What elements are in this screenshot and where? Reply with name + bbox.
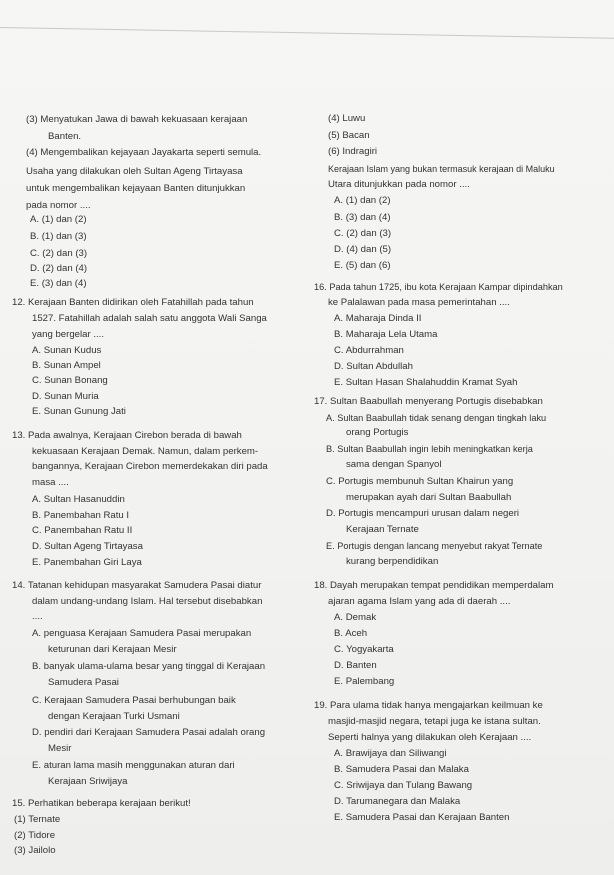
q11-option-e[interactable]: E. (3) dan (4) (30, 278, 87, 289)
q16-stem-1: 16. Pada tahun 1725, ibu kota Kerajaan Kampar dipindahkan (314, 282, 563, 292)
q14-option-d[interactable]: D. pendiri dari Kerajaan Samudera Pasai adalah orang (32, 727, 266, 738)
q15-question-1: Kerajaan Islam yang bukan termasuk kerajaan di Maluku (328, 164, 555, 174)
q11-stem-3: pada nomor .... (26, 200, 91, 211)
q17-stem: 17. Sultan Baabullah menyerang Portugis disebabkan (314, 396, 543, 407)
q17-option-e[interactable]: E. Portugis dengan lancang menyebut rakyat Ternate (326, 541, 543, 551)
q15-item-4: (4) Luwu (328, 113, 366, 124)
q19-option-e[interactable]: E. Samudera Pasai dan Kerajaan Banten (334, 812, 510, 823)
q14-stem-2: dalam undang-undang Islam. Hal tersebut disebabkan (32, 596, 263, 607)
q14-stem-1: 14. Tatanan kehidupan masyarakat Samudera Pasai diatur (12, 580, 262, 591)
q14-option-a[interactable]: A. penguasa Kerajaan Samudera Pasai merupakan (32, 628, 252, 639)
q19-stem-2: masjid-masjid negara, tetapi juga ke istana sultan. (328, 716, 541, 727)
q16-stem-2: ke Palalawan pada masa pemerintahan .... (328, 297, 510, 308)
q17-option-b[interactable]: B. Sultan Baabullah ingin lebih meningkatkan kerja (326, 444, 533, 454)
q13-stem-2: kekuasaan Kerajaan Demak. Namun, dalam perkem- (32, 446, 259, 457)
q14-option-c[interactable]: C. Kerajaan Samudera Pasai berhubungan baik (32, 695, 236, 706)
q17-option-b-cont: sama dengan Spanyol (346, 459, 442, 470)
q15-option-d[interactable]: D. (4) dan (5) (334, 244, 392, 255)
q18-option-c[interactable]: C. Yogyakarta (334, 644, 394, 655)
q14-option-c-cont: dengan Kerajaan Turki Usmani (48, 711, 180, 722)
q17-option-d[interactable]: D. Portugis mencampuri urusan dalam negeri (326, 508, 520, 519)
q15-item-1: (1) Ternate (14, 814, 61, 825)
q12-stem-3: yang bergelar .... (32, 329, 104, 340)
q14-option-a-cont: keturunan dari Kerajaan Mesir (48, 644, 177, 655)
q19-option-c[interactable]: C. Sriwijaya dan Tulang Bawang (334, 780, 473, 791)
item-3: (3) Menyatukan Jawa di bawah kekuasaan kerajaan (26, 114, 248, 125)
item-4: (4) Mengembalikan kejayaan Jayakarta seperti semula. (26, 147, 262, 158)
q15-item-6: (6) Indragiri (328, 146, 378, 157)
q11-option-a[interactable]: A. (1) dan (2) (30, 214, 87, 225)
q19-option-b[interactable]: B. Samudera Pasai dan Malaka (334, 764, 469, 775)
q17-option-a[interactable]: A. Sultan Baabullah tidak senang dengan tingkah laku (326, 413, 547, 423)
q11-option-d[interactable]: D. (2) dan (4) (30, 263, 88, 274)
q11-option-b[interactable]: B. (1) dan (3) (30, 231, 87, 242)
item-3-cont: Banten. (48, 131, 82, 142)
q18-stem-1: 18. Dayah merupakan tempat pendidikan memperdalam (314, 580, 554, 591)
q15-option-e[interactable]: E. (5) dan (6) (334, 260, 391, 271)
q17-option-a-cont: orang Portugis (346, 427, 409, 438)
q15-option-b[interactable]: B. (3) dan (4) (334, 212, 391, 223)
q11-option-c[interactable]: C. (2) dan (3) (30, 248, 88, 259)
q15-stem: 15. Perhatikan beberapa kerajaan berikut! (12, 798, 191, 809)
q14-option-e[interactable]: E. aturan lama masih menggunakan aturan dari (32, 760, 235, 771)
q12-option-e[interactable]: E. Sunan Gunung Jati (32, 406, 126, 417)
q15-option-c[interactable]: C. (2) dan (3) (334, 228, 392, 239)
q14-stem-3: .... (32, 611, 43, 622)
q13-stem-1: 13. Pada awalnya, Kerajaan Cirebon berada di bawah (12, 430, 242, 441)
q19-option-a[interactable]: A. Brawijaya dan Siliwangi (334, 748, 447, 759)
q18-option-e[interactable]: E. Palembang (334, 676, 395, 687)
q17-option-c-cont: merupakan ayah dari Sultan Baabullah (346, 492, 512, 503)
q15-question-2: Utara ditunjukkan pada nomor .... (328, 179, 470, 190)
q12-stem-1: 12. Kerajaan Banten didirikan oleh Fatahillah pada tahun (12, 297, 254, 308)
q13-option-b[interactable]: B. Panembahan Ratu I (32, 510, 130, 521)
q17-option-d-cont: Kerajaan Ternate (346, 524, 419, 535)
q12-option-a[interactable]: A. Sunan Kudus (32, 345, 102, 356)
q14-option-e-cont: Kerajaan Sriwijaya (48, 776, 128, 787)
q11-stem-1: Usaha yang dilakukan oleh Sultan Ageng Tirtayasa (26, 166, 243, 177)
q17-option-e-cont: kurang berpendidikan (346, 556, 439, 567)
q16-option-e[interactable]: E. Sultan Hasan Shalahuddin Kramat Syah (334, 377, 518, 388)
q18-stem-2: ajaran agama Islam yang ada di daerah .... (328, 596, 511, 607)
q18-option-a[interactable]: A. Demak (334, 612, 377, 623)
q15-item-5: (5) Bacan (328, 130, 370, 141)
q13-option-d[interactable]: D. Sultan Ageng Tirtayasa (32, 541, 143, 552)
q14-option-b[interactable]: B. banyak ulama-ulama besar yang tinggal di Kerajaan (32, 661, 266, 672)
q14-option-b-cont: Samudera Pasai (48, 677, 119, 688)
q17-option-c[interactable]: C. Portugis membunuh Sultan Khairun yang (326, 476, 514, 487)
q19-stem-1: 19. Para ulama tidak hanya mengajarkan keilmuan ke (314, 700, 543, 711)
q16-option-a[interactable]: A. Maharaja Dinda II (334, 313, 422, 324)
q13-stem-3: bangannya, Kerajaan Cirebon memerdekakan diri pada (32, 461, 268, 472)
q18-option-d[interactable]: D. Banten (334, 660, 377, 671)
q18-option-b[interactable]: B. Aceh (334, 628, 368, 639)
q15-item-3: (3) Jailolo (14, 845, 56, 856)
q14-option-d-cont: Mesir (48, 743, 72, 754)
q15-item-2: (2) Tidore (14, 830, 56, 841)
q19-option-d[interactable]: D. Tarumanegara dan Malaka (334, 796, 461, 807)
q11-stem-2: untuk mengembalikan kejayaan Banten ditunjukkan (26, 183, 246, 194)
q19-stem-3: Seperti halnya yang dilakukan oleh Kerajaan .... (328, 732, 532, 743)
q16-option-c[interactable]: C. Abdurrahman (334, 345, 404, 356)
q12-option-b[interactable]: B. Sunan Ampel (32, 360, 101, 371)
q13-option-c[interactable]: C. Panembahan Ratu II (32, 525, 133, 536)
q12-option-d[interactable]: D. Sunan Muria (32, 391, 99, 402)
q16-option-b[interactable]: B. Maharaja Lela Utama (334, 329, 438, 340)
page-edge-line (0, 27, 614, 39)
q15-option-a[interactable]: A. (1) dan (2) (334, 195, 391, 206)
q13-option-e[interactable]: E. Panembahan Giri Laya (32, 557, 142, 568)
q13-stem-4: masa .... (32, 477, 69, 488)
q12-stem-2: 1527. Fatahillah adalah salah satu anggota Wali Sanga (32, 313, 267, 324)
q16-option-d[interactable]: D. Sultan Abdullah (334, 361, 413, 372)
q13-option-a[interactable]: A. Sultan Hasanuddin (32, 494, 125, 505)
q12-option-c[interactable]: C. Sunan Bonang (32, 375, 108, 386)
